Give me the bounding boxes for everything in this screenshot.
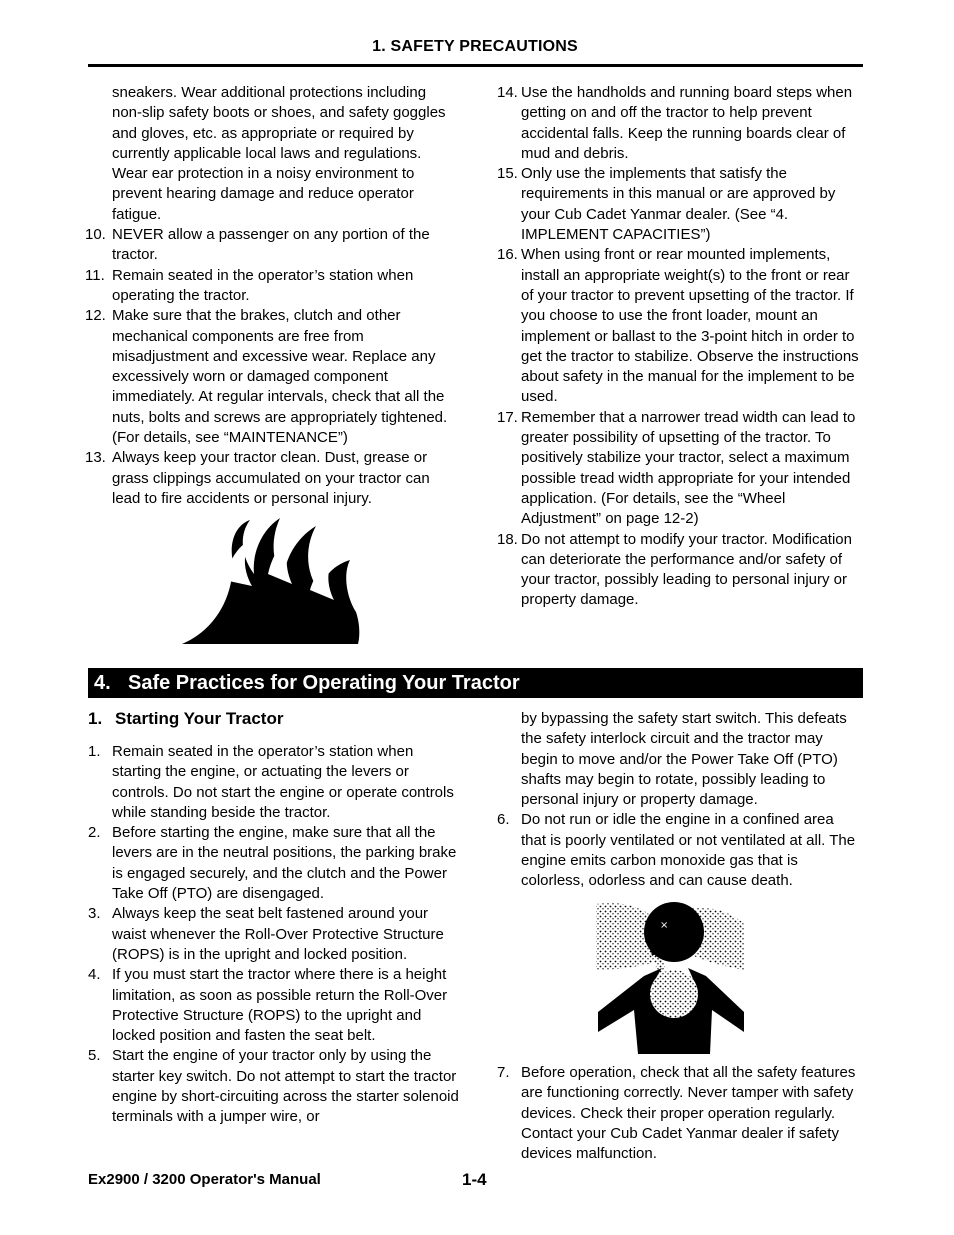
item-number: 1. [88,743,101,760]
item-number: 6. [497,811,510,829]
list-item [497,164,862,245]
item-text: Do not attempt to modify your tractor. Modification can deteriorate the performance and/or safety of your tractor, possibly leading to personal injury or property damage. [521,530,852,609]
item-text: When using front or rear mounted implements, install an appropriate weight(s) to the front or rear of your tractor to prevent upsetting of the tractor. If you choose to use the front loader, mount an implement or ballast to the 3-point hitch in order to get the tractor to stabilize. Observe the instructions about safety in the manual for the implement to be used. [521,246,859,406]
item-text: Start the engine of your tractor only by using the starter key switch. Do not attempt to start the tractor engine by short-circuiting across the starter solenoid terminals with a jumper wire, or [112,1047,459,1126]
list-item [497,408,862,530]
page-header-title: 1. SAFETY PRECAUTIONS [372,38,578,55]
list-item [85,306,460,448]
item-number: 2. [88,824,101,842]
item-text: Remain seated in the operator’s station when operating the tractor. [112,266,414,304]
item-text: NEVER allow a passenger on any portion of the tractor. [112,226,430,264]
list-item [497,530,862,611]
item-number: 11. [85,266,105,284]
subsection-number: 1. [88,709,103,728]
list-item [88,965,460,1046]
item-text: Always keep your tractor clean. Dust, grease or grass clippings accumulated on your tractor can lead to fire accidents or personal injury. [112,449,430,507]
item-number: 7. [497,1064,510,1081]
item-number: 14. [497,84,518,101]
item-text: Make sure that the brakes, clutch and other mechanical components are free from misadjustment and excessive wear. Replace any excessively worn or damaged component immediately. At regular intervals, check that all the nuts, bolts and screws are appropriately tightened. (For details, see “MAINTENANCE”) [112,307,448,447]
list-item [497,810,862,891]
subsection-title: Starting Your Tractor [115,709,284,728]
item-number: 3. [88,905,101,923]
list-item [88,904,460,965]
toxic-gas-hazard-icon [594,900,746,1054]
item-text: Only use the implements that satisfy the requirements in this manual or are approved by your Cub Cadet Yanmar dealer. (See “4. IMPLEMENT CAPACITIES”) [521,165,836,244]
item-number: 15. [497,165,518,183]
list-item [88,742,460,823]
item-text: Do not run or idle the engine in a confined area that is poorly ventilated or not ventilated at all. The engine emits carbon monoxide gas that is colorless, odorless and can cause death. [521,811,856,890]
item-number: 17. [497,408,518,426]
list-item [85,225,460,266]
subsection-heading [88,709,283,729]
continuation-text: sneakers. Wear additional protections including non-slip safety boots or shoes, and safety goggles and gloves, etc. as appropriate or required by currently applicable local laws and regulations. Wear ear protection in a noisy environment to prevent hearing damage and reduce operator fatigue. [112,84,446,223]
item-text: Before starting the engine, make sure that all the levers are in the neutral positions, the parking brake is engaged securely, and the clutch and the Power Take Off (PTO) are disengaged. [112,824,457,903]
list-item [497,245,862,407]
list-item [85,448,460,509]
column-left-top [85,83,460,509]
item-text: Remain seated in the operator’s station when starting the engine, or actuating the levers or controls. Do not start the engine or operate controls while standing beside the tractor. [112,743,454,821]
list-item [88,1046,460,1127]
footer-page-number: 1-4 [462,1170,487,1189]
column-right-bottom-tail [497,1063,862,1164]
header-rule [88,64,863,67]
item-number: 16. [497,246,518,264]
item-text: If you must start the tractor where there is a height limitation, as soon as possible return the Roll-Over Protective Structure (ROPS) to the upright and locked position and fasten the seat belt. [112,966,448,1045]
column-right-bottom [497,709,862,892]
column-left-bottom [88,742,460,1128]
list-item [497,1063,862,1164]
item-number: 5. [88,1047,101,1065]
item-number: 12. [85,307,106,325]
footer-manual-title: Ex2900 / 3200 Operator's Manual [88,1171,321,1188]
section-heading [88,668,863,698]
fire-hazard-icon [180,516,362,646]
section-number: 4. [94,672,111,694]
section-title: Safe Practices for Operating Your Tractor [128,672,520,694]
item-text: Before operation, check that all the safety features are functioning correctly. Never tamper with safety devices. Check their proper operation regularly. Contact your Cub Cadet Yanmar dealer if safety devices malfunction. [521,1064,856,1163]
list-item [497,83,862,164]
list-item [88,823,460,904]
item-text: Always keep the seat belt fastened around your waist whenever the Roll-Over Protective Structure (ROPS) is in the upright and locked position. [112,905,444,963]
continuation-text: by bypassing the safety start switch. This defeats the safety interlock circuit and the tractor may begin to move and/or the Power Take Off (PTO) shafts may begin to rotate, possibly leading to personal injury or property damage. [521,710,847,809]
item-number: 18. [497,530,518,548]
item-number: 10. [85,226,106,244]
svg-text:×: × [660,920,669,931]
item-number: 4. [88,966,101,984]
item-number: 13. [85,449,106,467]
list-item [85,266,460,307]
column-right-top [497,83,862,611]
item-text: Use the handholds and running board steps when getting on and off the tractor to help prevent accidental falls. Keep the running boards clear of mud and debris. [521,84,853,162]
item-text: Remember that a narrower tread width can lead to greater possibility of upsetting of the tractor. To positively stabilize your tractor, select a maximum possible tread width appropriate for your intended application. (For details, see the “Wheel Adjustment” on page 12-2) [521,408,856,528]
